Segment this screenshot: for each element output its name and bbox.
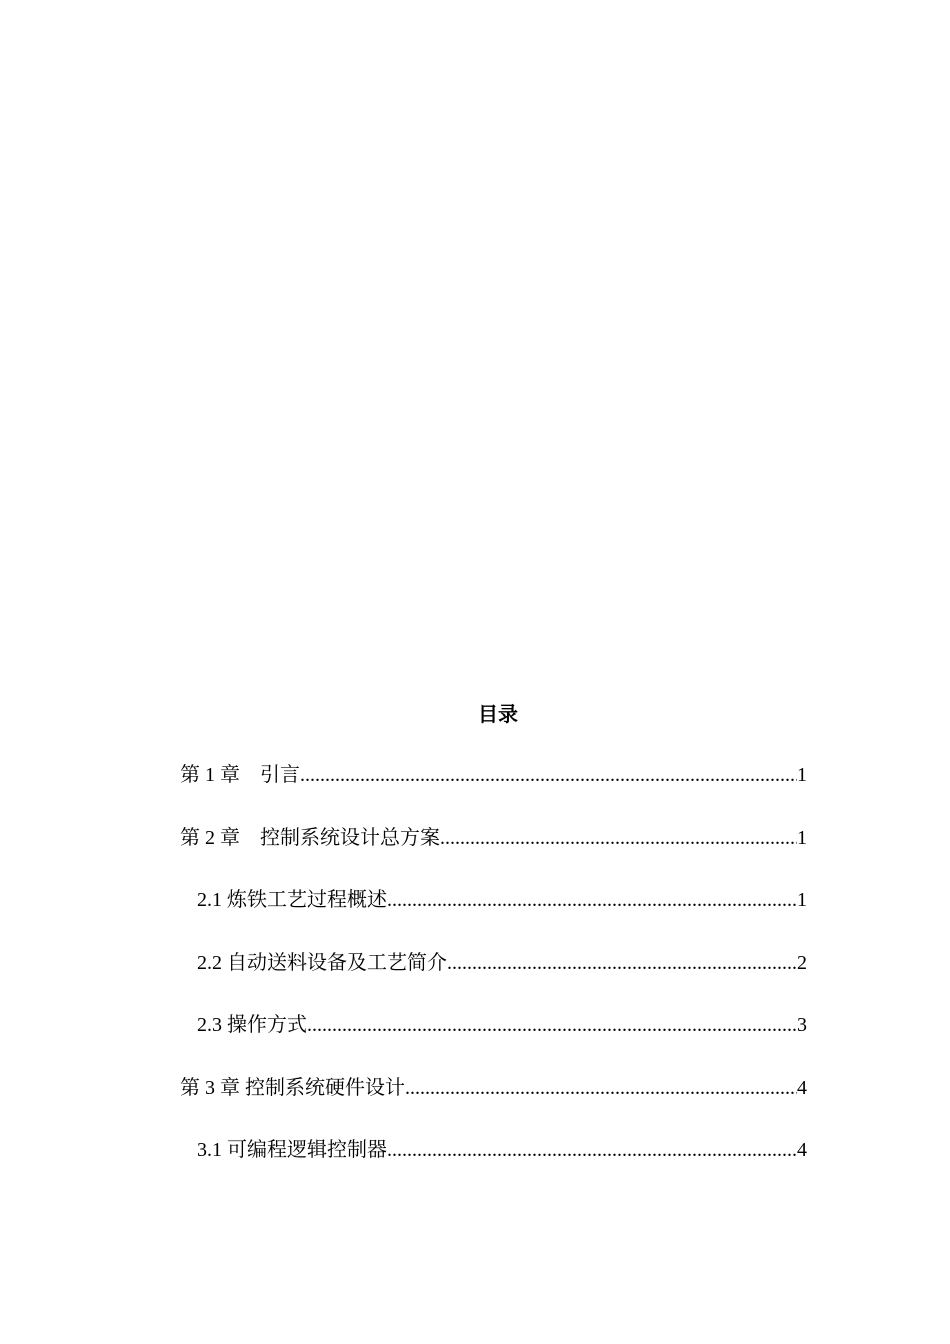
toc-leader-dots	[387, 1135, 797, 1165]
toc-page-number: 1	[797, 826, 807, 849]
toc-entry-chapter-1[interactable]	[180, 760, 807, 790]
toc-page-number: 3	[797, 1014, 807, 1036]
toc-entry-text: 2.3 操作方式	[197, 1014, 307, 1036]
table-of-contents	[180, 760, 807, 1198]
toc-entry-section-2-3[interactable]	[180, 1010, 807, 1040]
toc-entry-section-2-2[interactable]	[180, 948, 807, 978]
toc-leader-dots	[447, 948, 797, 978]
toc-leader-dots	[405, 1073, 797, 1103]
toc-page-number: 4	[797, 1076, 807, 1099]
toc-entry-text: 2.1 炼铁工艺过程概述	[197, 889, 387, 911]
toc-entry-chapter-2[interactable]	[180, 823, 807, 853]
toc-entry-text: 3.1 可编程逻辑控制器	[197, 1139, 387, 1161]
toc-page-number: 1	[797, 889, 807, 911]
toc-leader-dots	[387, 885, 797, 915]
toc-title: 目录	[478, 704, 518, 726]
toc-leader-dots	[307, 1010, 797, 1040]
toc-entry-text: 第 3 章 控制系统硬件设计	[180, 1076, 405, 1099]
toc-entry-text: 第 1 章 引言	[180, 764, 300, 786]
toc-page-number: 1	[797, 764, 807, 786]
toc-entry-chapter-3[interactable]	[180, 1073, 807, 1103]
toc-page-number: 4	[797, 1139, 807, 1161]
toc-entry-text: 2.2 自动送料设备及工艺简介	[197, 951, 447, 974]
toc-entry-text: 第 2 章 控制系统设计总方案	[180, 826, 440, 849]
toc-leader-dots	[440, 823, 797, 853]
toc-page-number: 2	[797, 951, 807, 974]
toc-leader-dots	[300, 760, 797, 790]
toc-entry-section-3-1[interactable]	[180, 1135, 807, 1165]
toc-entry-section-2-1[interactable]	[180, 885, 807, 915]
